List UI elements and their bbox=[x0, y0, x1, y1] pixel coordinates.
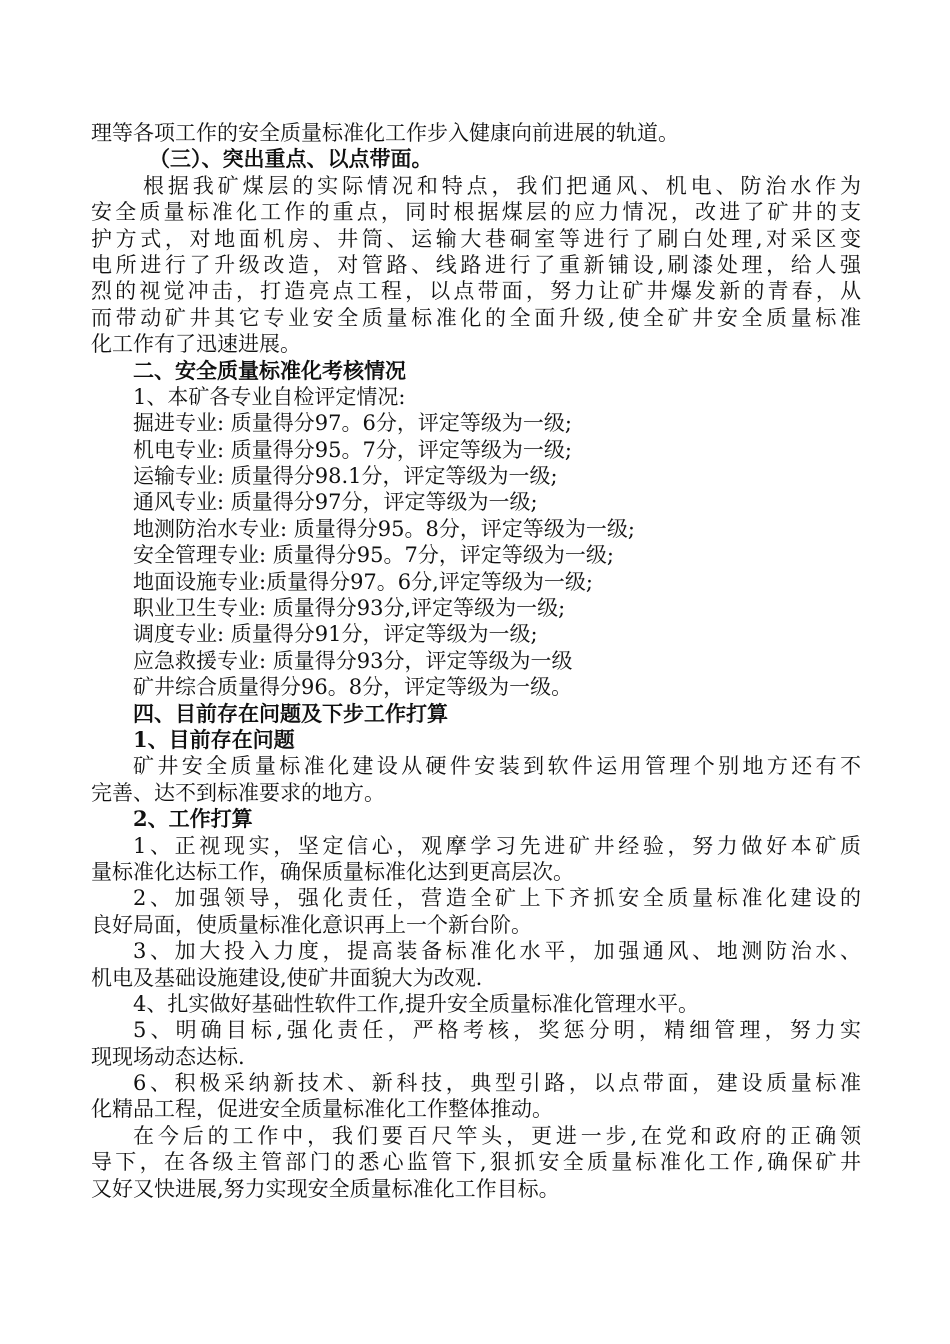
paragraph-line: 机电及基础设施建设,使矿井面貌大为改观. bbox=[91, 965, 483, 990]
paragraph-line: 完善、达不到标准要求的地方。 bbox=[91, 780, 385, 805]
section-heading: （三）、突出重点、以点带面。 bbox=[149, 146, 433, 172]
paragraph-line: 理等各项工作的安全质量标准化工作步入健康向前进展的轨道。 bbox=[91, 121, 679, 145]
section-heading: 2、工作打算 bbox=[133, 806, 253, 832]
paragraph-line: 量标准化达标工作，确保质量标准化达到更高层次。 bbox=[91, 859, 574, 884]
paragraph-line: 1、本矿各专业自检评定情况: bbox=[133, 384, 406, 409]
paragraph-line: 运输专业: 质量得分98.1分，评定等级为一级; bbox=[133, 464, 558, 489]
paragraph-line: 矿井安全质量标准化建设从硬件安装到软件运用管理个别地方还有不 bbox=[133, 754, 861, 779]
paragraph-line: 掘进专业: 质量得分97。6分，评定等级为一级; bbox=[133, 411, 572, 436]
paragraph-line: 调度专业: 质量得分91分，评定等级为一级; bbox=[133, 622, 538, 647]
paragraph-line: 烈的视觉冲击，打造亮点工程，以点带面，努力让矿井爆发新的青春，从 bbox=[91, 279, 861, 304]
paragraph-line: 2、加强领导，强化责任，营造全矿上下齐抓安全质量标准化建设的 bbox=[133, 886, 861, 911]
paragraph-line: 应急救援专业: 质量得分93分，评定等级为一级 bbox=[133, 648, 573, 673]
paragraph-line: 1、正视现实，坚定信心，观摩学习先进矿井经验，努力做好本矿质 bbox=[133, 833, 861, 858]
paragraph-line: 安全质量标准化工作的重点，同时根据煤层的应力情况，改进了矿井的支 bbox=[91, 200, 861, 225]
paragraph-line: 通风专业: 质量得分97分，评定等级为一级; bbox=[133, 490, 538, 515]
paragraph-line: 5、明确目标,强化责任，严格考核，奖惩分明，精细管理，努力实 bbox=[133, 1018, 861, 1043]
paragraph-line: 化精品工程，促进安全质量标准化工作整体推动。 bbox=[91, 1097, 553, 1122]
paragraph-line: 矿井综合质量得分96。8分，评定等级为一级。 bbox=[133, 675, 573, 700]
section-heading: 1、目前存在问题 bbox=[133, 726, 295, 752]
section-heading: 四、目前存在问题及下步工作打算 bbox=[133, 700, 448, 726]
paragraph-line: 护方式，对地面机房、井筒、运输大巷硐室等进行了刷白处理,对采区变 bbox=[91, 226, 861, 251]
paragraph-line: 地测防治水专业: 质量得分95。8分，评定等级为一级; bbox=[133, 516, 635, 541]
paragraph-line: 导下，在各级主管部门的悉心监管下,狠抓安全质量标准化工作,确保矿井 bbox=[91, 1150, 861, 1175]
paragraph-line: 电所进行了升级改造，对管路、线路进行了重新铺设,刷漆处理，给人强 bbox=[91, 252, 861, 277]
paragraph-line: 在今后的工作中，我们要百尺竿头，更进一步,在党和政府的正确领 bbox=[133, 1123, 861, 1148]
document-body bbox=[91, 120, 861, 1202]
paragraph-line: 而带动矿井其它专业安全质量标准化的全面升级,使全矿井安全质量标准 bbox=[91, 305, 861, 330]
paragraph-line: 现现场动态达标. bbox=[91, 1044, 245, 1069]
section-heading: 二、安全质量标准化考核情况 bbox=[133, 357, 406, 383]
paragraph-line: 6、积极采纳新技术、新科技，典型引路，以点带面，建设质量标准 bbox=[133, 1071, 861, 1096]
paragraph-line: 4、扎实做好基础性软件工作,提升安全质量标准化管理水平。 bbox=[133, 991, 700, 1016]
paragraph-line: 3、加大投入力度，提高装备标准化水平，加强通风、地测防治水、 bbox=[133, 939, 861, 964]
paragraph-line: 又好又快进展,努力实现安全质量标准化工作目标。 bbox=[91, 1176, 560, 1201]
paragraph-line: 化工作有了迅速进展。 bbox=[91, 332, 301, 357]
paragraph-line: 地面设施专业:质量得分97。6分,评定等级为一级; bbox=[133, 569, 593, 594]
paragraph-line: 根据我矿煤层的实际情况和特点，我们把通风、机电、防治水作为 bbox=[143, 173, 861, 198]
paragraph-line: 职业卫生专业: 质量得分93分,评定等级为一级; bbox=[133, 596, 566, 621]
paragraph-line: 良好局面，使质量标准化意识再上一个新台阶。 bbox=[91, 912, 532, 937]
paragraph-line: 安全管理专业: 质量得分95。7分，评定等级为一级; bbox=[133, 543, 614, 568]
paragraph-line: 机电专业: 质量得分95。7分，评定等级为一级; bbox=[133, 437, 572, 462]
